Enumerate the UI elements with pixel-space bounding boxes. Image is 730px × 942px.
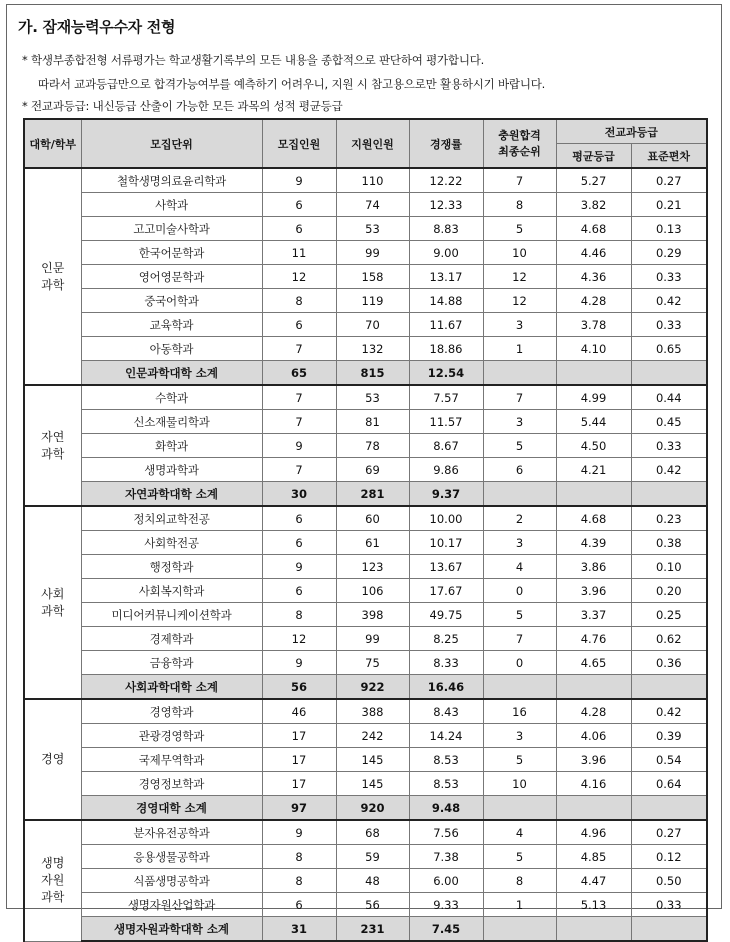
std-dev-cell: 0.50 <box>631 869 707 893</box>
subtotal-row <box>24 675 707 700</box>
quota-cell: 8 <box>262 289 336 313</box>
final-rank-cell: 5 <box>483 434 556 458</box>
unit-cell: 신소재물리학과 <box>81 410 262 434</box>
table-row <box>24 434 707 458</box>
subtotal-empty <box>556 796 631 821</box>
avg-grade-cell: 3.86 <box>556 555 631 579</box>
subtotal-empty <box>556 675 631 700</box>
college-label: 과학 <box>41 890 65 905</box>
quota-cell: 17 <box>262 772 336 796</box>
quota-cell: 46 <box>262 699 336 724</box>
applicants-cell: 60 <box>336 506 409 531</box>
quota-cell: 9 <box>262 434 336 458</box>
table-row <box>24 869 707 893</box>
header-college: 대학/학부 <box>24 119 81 168</box>
table-row <box>24 506 707 531</box>
ratio-cell: 8.43 <box>409 699 483 724</box>
final-rank-cell: 0 <box>483 651 556 675</box>
unit-cell: 철학생명의료윤리학과 <box>81 168 262 193</box>
header-final-rank-line2: 최종순위 <box>498 144 541 158</box>
ratio-cell: 11.67 <box>409 313 483 337</box>
college-cell <box>24 385 81 506</box>
ratio-cell: 9.33 <box>409 893 483 917</box>
final-rank-cell: 0 <box>483 579 556 603</box>
final-rank-cell: 7 <box>483 385 556 410</box>
table-row <box>24 820 707 845</box>
ratio-cell: 13.67 <box>409 555 483 579</box>
ratio-cell: 9.00 <box>409 241 483 265</box>
std-dev-cell: 0.33 <box>631 265 707 289</box>
admissions-table <box>23 118 708 942</box>
subtotal-ratio: 12.54 <box>409 361 483 386</box>
final-rank-cell: 4 <box>483 820 556 845</box>
applicants-cell: 59 <box>336 845 409 869</box>
table-row <box>24 458 707 482</box>
applicants-cell: 132 <box>336 337 409 361</box>
avg-grade-cell: 4.99 <box>556 385 631 410</box>
unit-cell: 교육학과 <box>81 313 262 337</box>
ratio-cell: 10.17 <box>409 531 483 555</box>
header-std-dev: 표준편차 <box>631 144 707 169</box>
subtotal-applicants: 231 <box>336 917 409 942</box>
std-dev-cell: 0.42 <box>631 458 707 482</box>
table-row <box>24 748 707 772</box>
std-dev-cell: 0.62 <box>631 627 707 651</box>
header-final-rank <box>483 119 556 168</box>
quota-cell: 17 <box>262 724 336 748</box>
subtotal-empty <box>631 482 707 507</box>
subtotal-applicants: 920 <box>336 796 409 821</box>
applicants-cell: 53 <box>336 385 409 410</box>
quota-cell: 11 <box>262 241 336 265</box>
final-rank-cell: 3 <box>483 531 556 555</box>
subtotal-row <box>24 917 707 942</box>
table-row <box>24 893 707 917</box>
table-row <box>24 772 707 796</box>
avg-grade-cell: 4.06 <box>556 724 631 748</box>
std-dev-cell: 0.45 <box>631 410 707 434</box>
note-3: * 전교과등급: 내신등급 산출이 가능한 모든 과목의 성적 평균등급 <box>22 99 343 113</box>
unit-cell: 생명자원산업학과 <box>81 893 262 917</box>
applicants-cell: 106 <box>336 579 409 603</box>
std-dev-cell: 0.21 <box>631 193 707 217</box>
ratio-cell: 14.88 <box>409 289 483 313</box>
avg-grade-cell: 4.50 <box>556 434 631 458</box>
quota-cell: 12 <box>262 627 336 651</box>
ratio-cell: 8.53 <box>409 748 483 772</box>
std-dev-cell: 0.54 <box>631 748 707 772</box>
applicants-cell: 110 <box>336 168 409 193</box>
final-rank-cell: 3 <box>483 313 556 337</box>
final-rank-cell: 12 <box>483 265 556 289</box>
subtotal-empty <box>631 675 707 700</box>
std-dev-cell: 0.44 <box>631 385 707 410</box>
avg-grade-cell: 3.37 <box>556 603 631 627</box>
ratio-cell: 8.33 <box>409 651 483 675</box>
subtotal-empty <box>556 361 631 386</box>
std-dev-cell: 0.23 <box>631 506 707 531</box>
page-title: 가. 잠재능력우수자 전형 <box>18 18 176 36</box>
college-label: 인문 <box>41 260 65 275</box>
std-dev-cell: 0.39 <box>631 724 707 748</box>
quota-cell: 6 <box>262 217 336 241</box>
final-rank-cell: 16 <box>483 699 556 724</box>
ratio-cell: 6.00 <box>409 869 483 893</box>
note-2: 따라서 교과등급만으로 합격가능여부를 예측하기 어려우니, 지원 시 참고용으로만 활용하시기 바랍니다. <box>38 77 546 91</box>
subtotal-label: 사회과학대학 소계 <box>81 675 262 700</box>
std-dev-cell: 0.64 <box>631 772 707 796</box>
applicants-cell: 145 <box>336 748 409 772</box>
avg-grade-cell: 4.36 <box>556 265 631 289</box>
ratio-cell: 17.67 <box>409 579 483 603</box>
std-dev-cell: 0.33 <box>631 893 707 917</box>
applicants-cell: 61 <box>336 531 409 555</box>
final-rank-cell: 6 <box>483 458 556 482</box>
ratio-cell: 8.25 <box>409 627 483 651</box>
applicants-cell: 74 <box>336 193 409 217</box>
applicants-cell: 81 <box>336 410 409 434</box>
avg-grade-cell: 4.16 <box>556 772 631 796</box>
final-rank-cell: 5 <box>483 603 556 627</box>
ratio-cell: 10.00 <box>409 506 483 531</box>
avg-grade-cell: 4.76 <box>556 627 631 651</box>
avg-grade-cell: 4.65 <box>556 651 631 675</box>
quota-cell: 6 <box>262 579 336 603</box>
unit-cell: 화학과 <box>81 434 262 458</box>
applicants-cell: 145 <box>336 772 409 796</box>
ratio-cell: 9.86 <box>409 458 483 482</box>
unit-cell: 중국어학과 <box>81 289 262 313</box>
avg-grade-cell: 4.21 <box>556 458 631 482</box>
table-row <box>24 603 707 627</box>
avg-grade-cell: 4.68 <box>556 217 631 241</box>
subtotal-ratio: 7.45 <box>409 917 483 942</box>
subtotal-empty <box>556 917 631 942</box>
subtotal-empty <box>631 361 707 386</box>
applicants-cell: 75 <box>336 651 409 675</box>
table-row <box>24 241 707 265</box>
quota-cell: 6 <box>262 193 336 217</box>
avg-grade-cell: 4.46 <box>556 241 631 265</box>
header-final-rank-line1: 충원합격 <box>498 128 541 142</box>
header-unit: 모집단위 <box>81 119 262 168</box>
quota-cell: 9 <box>262 168 336 193</box>
college-label: 경영 <box>41 752 65 766</box>
quota-cell: 9 <box>262 820 336 845</box>
ratio-cell: 49.75 <box>409 603 483 627</box>
std-dev-cell: 0.65 <box>631 337 707 361</box>
applicants-cell: 99 <box>336 627 409 651</box>
unit-cell: 국제무역학과 <box>81 748 262 772</box>
std-dev-cell: 0.27 <box>631 820 707 845</box>
subtotal-empty <box>483 482 556 507</box>
unit-cell: 수학과 <box>81 385 262 410</box>
ratio-cell: 7.38 <box>409 845 483 869</box>
unit-cell: 사회학전공 <box>81 531 262 555</box>
subtotal-label: 경영대학 소계 <box>81 796 262 821</box>
final-rank-cell: 4 <box>483 555 556 579</box>
quota-cell: 7 <box>262 410 336 434</box>
avg-grade-cell: 5.13 <box>556 893 631 917</box>
table-row <box>24 385 707 410</box>
unit-cell: 관광경영학과 <box>81 724 262 748</box>
std-dev-cell: 0.33 <box>631 313 707 337</box>
std-dev-cell: 0.12 <box>631 845 707 869</box>
std-dev-cell: 0.42 <box>631 699 707 724</box>
subtotal-ratio: 16.46 <box>409 675 483 700</box>
subtotal-row <box>24 796 707 821</box>
table-row <box>24 651 707 675</box>
final-rank-cell: 10 <box>483 241 556 265</box>
quota-cell: 6 <box>262 506 336 531</box>
ratio-cell: 11.57 <box>409 410 483 434</box>
quota-cell: 8 <box>262 845 336 869</box>
applicants-cell: 56 <box>336 893 409 917</box>
table-row <box>24 579 707 603</box>
final-rank-cell: 5 <box>483 748 556 772</box>
college-label: 과학 <box>41 446 65 461</box>
std-dev-cell: 0.29 <box>631 241 707 265</box>
subtotal-applicants: 815 <box>336 361 409 386</box>
college-cell <box>24 699 81 820</box>
table-row <box>24 531 707 555</box>
table-row <box>24 168 707 193</box>
subtotal-empty <box>556 482 631 507</box>
quota-cell: 17 <box>262 748 336 772</box>
table-row <box>24 193 707 217</box>
final-rank-cell: 8 <box>483 869 556 893</box>
college-label: 자원 <box>41 873 65 888</box>
final-rank-cell: 8 <box>483 193 556 217</box>
applicants-cell: 69 <box>336 458 409 482</box>
applicants-cell: 119 <box>336 289 409 313</box>
final-rank-cell: 5 <box>483 845 556 869</box>
college-label: 자연 <box>41 429 65 444</box>
applicants-cell: 123 <box>336 555 409 579</box>
subtotal-ratio: 9.37 <box>409 482 483 507</box>
subtotal-applicants: 922 <box>336 675 409 700</box>
unit-cell: 경제학과 <box>81 627 262 651</box>
applicants-cell: 53 <box>336 217 409 241</box>
final-rank-cell: 3 <box>483 724 556 748</box>
final-rank-cell: 2 <box>483 506 556 531</box>
college-cell <box>24 168 81 385</box>
final-rank-cell: 12 <box>483 289 556 313</box>
ratio-cell: 12.33 <box>409 193 483 217</box>
ratio-cell: 14.24 <box>409 724 483 748</box>
subtotal-label: 인문과학대학 소계 <box>81 361 262 386</box>
unit-cell: 사회복지학과 <box>81 579 262 603</box>
ratio-cell: 8.53 <box>409 772 483 796</box>
college-label: 생명 <box>41 856 65 871</box>
std-dev-cell: 0.33 <box>631 434 707 458</box>
subtotal-empty <box>631 796 707 821</box>
avg-grade-cell: 4.47 <box>556 869 631 893</box>
subtotal-quota: 30 <box>262 482 336 507</box>
std-dev-cell: 0.10 <box>631 555 707 579</box>
ratio-cell: 8.67 <box>409 434 483 458</box>
applicants-cell: 70 <box>336 313 409 337</box>
quota-cell: 7 <box>262 337 336 361</box>
unit-cell: 아동학과 <box>81 337 262 361</box>
ratio-cell: 18.86 <box>409 337 483 361</box>
subtotal-label: 생명자원과학대학 소계 <box>81 917 262 942</box>
final-rank-cell: 1 <box>483 893 556 917</box>
subtotal-empty <box>483 796 556 821</box>
table-row <box>24 265 707 289</box>
final-rank-cell: 1 <box>483 337 556 361</box>
unit-cell: 분자유전공학과 <box>81 820 262 845</box>
avg-grade-cell: 4.10 <box>556 337 631 361</box>
header-applicants: 지원인원 <box>336 119 409 168</box>
table-row <box>24 724 707 748</box>
unit-cell: 고고미술사학과 <box>81 217 262 241</box>
college-label: 사회 <box>41 586 65 601</box>
unit-cell: 한국어문학과 <box>81 241 262 265</box>
avg-grade-cell: 4.85 <box>556 845 631 869</box>
quota-cell: 12 <box>262 265 336 289</box>
subtotal-row <box>24 361 707 386</box>
table-row <box>24 699 707 724</box>
std-dev-cell: 0.42 <box>631 289 707 313</box>
applicants-cell: 242 <box>336 724 409 748</box>
avg-grade-cell: 5.44 <box>556 410 631 434</box>
unit-cell: 경영정보학과 <box>81 772 262 796</box>
ratio-cell: 7.57 <box>409 385 483 410</box>
ratio-cell: 7.56 <box>409 820 483 845</box>
quota-cell: 9 <box>262 651 336 675</box>
college-cell <box>24 506 81 699</box>
table-row <box>24 217 707 241</box>
avg-grade-cell: 4.68 <box>556 506 631 531</box>
avg-grade-cell: 4.39 <box>556 531 631 555</box>
final-rank-cell: 7 <box>483 168 556 193</box>
table-row <box>24 845 707 869</box>
final-rank-cell: 5 <box>483 217 556 241</box>
note-1: * 학생부종합전형 서류평가는 학교생활기록부의 모든 내용을 종합적으로 판단하여 평가합니다. <box>22 53 485 67</box>
quota-cell: 8 <box>262 869 336 893</box>
table-row <box>24 289 707 313</box>
std-dev-cell: 0.38 <box>631 531 707 555</box>
avg-grade-cell: 3.82 <box>556 193 631 217</box>
applicants-cell: 78 <box>336 434 409 458</box>
applicants-cell: 398 <box>336 603 409 627</box>
header-ratio: 경쟁률 <box>409 119 483 168</box>
subtotal-ratio: 9.48 <box>409 796 483 821</box>
table-row <box>24 555 707 579</box>
avg-grade-cell: 3.78 <box>556 313 631 337</box>
ratio-cell: 8.83 <box>409 217 483 241</box>
applicants-cell: 99 <box>336 241 409 265</box>
table-row <box>24 410 707 434</box>
ratio-cell: 12.22 <box>409 168 483 193</box>
subtotal-empty <box>483 917 556 942</box>
subtotal-label: 자연과학대학 소계 <box>81 482 262 507</box>
subtotal-row <box>24 482 707 507</box>
quota-cell: 7 <box>262 458 336 482</box>
quota-cell: 6 <box>262 893 336 917</box>
header-quota: 모집인원 <box>262 119 336 168</box>
subtotal-quota: 31 <box>262 917 336 942</box>
avg-grade-cell: 5.27 <box>556 168 631 193</box>
header-avg-grade: 평균등급 <box>556 144 631 169</box>
std-dev-cell: 0.13 <box>631 217 707 241</box>
subtotal-empty <box>631 917 707 942</box>
ratio-cell: 13.17 <box>409 265 483 289</box>
unit-cell: 행정학과 <box>81 555 262 579</box>
unit-cell: 경영학과 <box>81 699 262 724</box>
college-label: 과학 <box>41 603 65 618</box>
avg-grade-cell: 4.28 <box>556 289 631 313</box>
avg-grade-cell: 3.96 <box>556 579 631 603</box>
applicants-cell: 48 <box>336 869 409 893</box>
unit-cell: 식품생명공학과 <box>81 869 262 893</box>
table-row <box>24 627 707 651</box>
subtotal-applicants: 281 <box>336 482 409 507</box>
applicants-cell: 388 <box>336 699 409 724</box>
subtotal-quota: 56 <box>262 675 336 700</box>
quota-cell: 8 <box>262 603 336 627</box>
std-dev-cell: 0.27 <box>631 168 707 193</box>
college-label: 과학 <box>41 277 65 292</box>
table-row <box>24 313 707 337</box>
final-rank-cell: 10 <box>483 772 556 796</box>
subtotal-empty <box>483 675 556 700</box>
std-dev-cell: 0.20 <box>631 579 707 603</box>
std-dev-cell: 0.25 <box>631 603 707 627</box>
avg-grade-cell: 3.96 <box>556 748 631 772</box>
std-dev-cell: 0.36 <box>631 651 707 675</box>
applicants-cell: 68 <box>336 820 409 845</box>
unit-cell: 사학과 <box>81 193 262 217</box>
quota-cell: 9 <box>262 555 336 579</box>
quota-cell: 7 <box>262 385 336 410</box>
unit-cell: 생명과학과 <box>81 458 262 482</box>
subtotal-empty <box>483 361 556 386</box>
table-row <box>24 337 707 361</box>
unit-cell: 금융학과 <box>81 651 262 675</box>
avg-grade-cell: 4.96 <box>556 820 631 845</box>
quota-cell: 6 <box>262 531 336 555</box>
header-grade-group: 전교과등급 <box>556 119 707 144</box>
unit-cell: 영어영문학과 <box>81 265 262 289</box>
quota-cell: 6 <box>262 313 336 337</box>
avg-grade-cell: 4.28 <box>556 699 631 724</box>
applicants-cell: 158 <box>336 265 409 289</box>
college-cell <box>24 820 81 941</box>
final-rank-cell: 3 <box>483 410 556 434</box>
subtotal-quota: 65 <box>262 361 336 386</box>
unit-cell: 정치외교학전공 <box>81 506 262 531</box>
unit-cell: 미디어커뮤니케이션학과 <box>81 603 262 627</box>
unit-cell: 응용생물공학과 <box>81 845 262 869</box>
subtotal-quota: 97 <box>262 796 336 821</box>
final-rank-cell: 7 <box>483 627 556 651</box>
